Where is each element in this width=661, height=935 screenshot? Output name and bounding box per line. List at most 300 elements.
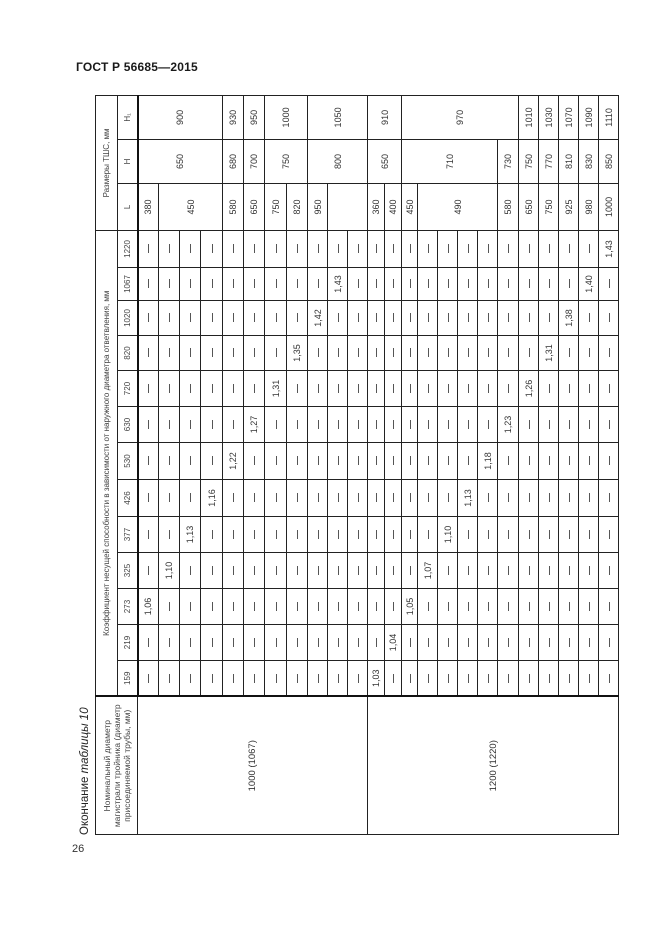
dim-H: 750 bbox=[519, 139, 539, 183]
branch-diameter-header: 1220 bbox=[118, 230, 138, 267]
dash-mark bbox=[468, 420, 469, 429]
coefficient-cell-empty bbox=[559, 553, 579, 589]
dimension-header: H₁ bbox=[118, 95, 138, 139]
dash-mark bbox=[549, 638, 550, 647]
dash-mark bbox=[148, 674, 149, 683]
coefficient-cell-empty bbox=[478, 336, 498, 371]
coefficient-cell-empty bbox=[368, 371, 385, 407]
dash-mark bbox=[410, 314, 411, 323]
coefficient-cell-empty bbox=[402, 517, 418, 553]
dash-mark bbox=[609, 280, 610, 289]
dash-mark bbox=[448, 457, 449, 466]
coefficient-cell-empty bbox=[599, 517, 619, 553]
coefficient-table bbox=[95, 95, 619, 835]
dim-H: 810 bbox=[559, 139, 579, 183]
document-header: ГОСТ Р 56685—2015 bbox=[76, 60, 198, 74]
dim-H: 850 bbox=[599, 139, 619, 183]
coefficient-cell-empty bbox=[368, 443, 385, 480]
dash-mark bbox=[190, 638, 191, 647]
coefficient-cell-empty bbox=[478, 480, 498, 517]
coefficient-cell-empty bbox=[138, 336, 159, 371]
coefficient-cell-empty bbox=[159, 480, 180, 517]
dash-mark bbox=[393, 280, 394, 289]
coefficient-cell-empty bbox=[519, 230, 539, 267]
coefficient-cell-empty bbox=[348, 661, 368, 697]
coefficient-cell-empty bbox=[438, 301, 458, 336]
coefficient-cell-empty bbox=[308, 589, 328, 625]
coefficient-cell-empty bbox=[159, 661, 180, 697]
coefficient-cell-empty bbox=[348, 230, 368, 267]
coefficient-cell-empty bbox=[498, 301, 519, 336]
dash-mark bbox=[376, 349, 377, 358]
dash-mark bbox=[376, 566, 377, 575]
dash-mark bbox=[529, 494, 530, 503]
coefficient-cell-empty bbox=[599, 625, 619, 661]
dash-mark bbox=[297, 280, 298, 289]
dash-mark bbox=[276, 638, 277, 647]
dim-H1: 970 bbox=[402, 95, 519, 139]
dash-mark bbox=[609, 638, 610, 647]
dash-mark bbox=[589, 420, 590, 429]
coefficient-cell-empty bbox=[385, 480, 402, 517]
coefficient-cell-empty bbox=[368, 230, 385, 267]
dash-mark bbox=[276, 566, 277, 575]
dash-mark bbox=[358, 674, 359, 683]
dash-mark bbox=[233, 674, 234, 683]
dash-mark bbox=[148, 349, 149, 358]
dash-mark bbox=[410, 384, 411, 393]
dash-mark bbox=[338, 457, 339, 466]
coefficient-cell-empty bbox=[265, 480, 287, 517]
coefficient-cell-empty bbox=[539, 661, 559, 697]
dash-mark bbox=[589, 674, 590, 683]
coefficient-cell-empty bbox=[328, 443, 348, 480]
coefficient-cell-empty bbox=[265, 301, 287, 336]
dash-mark bbox=[233, 602, 234, 611]
dash-mark bbox=[428, 638, 429, 647]
coefficient-cell-empty bbox=[438, 553, 458, 589]
coefficient-cell-empty bbox=[559, 230, 579, 267]
coefficient-cell-empty bbox=[402, 371, 418, 407]
dash-mark bbox=[148, 638, 149, 647]
dash-mark bbox=[254, 566, 255, 575]
dash-mark bbox=[393, 384, 394, 393]
coefficient-cell-empty bbox=[519, 661, 539, 697]
coefficient-cell-empty bbox=[519, 517, 539, 553]
coefficient-cell-empty bbox=[498, 230, 519, 267]
coefficient-cell-empty bbox=[223, 625, 244, 661]
coefficient-cell-empty bbox=[402, 625, 418, 661]
coefficient-cell-empty bbox=[287, 301, 308, 336]
coefficient-cell-empty bbox=[539, 407, 559, 443]
dash-mark bbox=[318, 457, 319, 466]
coefficient-cell-empty bbox=[438, 371, 458, 407]
dim-L: 380 bbox=[138, 183, 159, 230]
dash-mark bbox=[448, 674, 449, 683]
dash-mark bbox=[529, 244, 530, 253]
dash-mark bbox=[549, 457, 550, 466]
dash-mark bbox=[376, 602, 377, 611]
branch-diameter-header: 820 bbox=[118, 336, 138, 371]
dash-mark bbox=[448, 494, 449, 503]
coefficient-cell-empty bbox=[368, 553, 385, 589]
caption-prefix: Окончание bbox=[79, 776, 91, 835]
dim-H: 750 bbox=[265, 139, 308, 183]
dim-L: 450 bbox=[402, 183, 418, 230]
dash-mark bbox=[338, 566, 339, 575]
dash-mark bbox=[529, 566, 530, 575]
dash-mark bbox=[318, 349, 319, 358]
dash-mark bbox=[338, 314, 339, 323]
dash-mark bbox=[508, 530, 509, 539]
coefficient-cell-empty bbox=[458, 230, 478, 267]
coefficient-cell-empty bbox=[180, 407, 201, 443]
coefficient-cell-empty bbox=[539, 480, 559, 517]
dash-mark bbox=[609, 530, 610, 539]
dim-H1: 930 bbox=[223, 95, 244, 139]
dash-mark bbox=[410, 494, 411, 503]
coefficient-cell-empty bbox=[287, 407, 308, 443]
coefficient-cell-empty bbox=[138, 625, 159, 661]
dash-mark bbox=[448, 566, 449, 575]
dash-mark bbox=[448, 244, 449, 253]
dash-mark bbox=[254, 674, 255, 683]
coefficient-cell-empty bbox=[498, 517, 519, 553]
dash-mark bbox=[468, 384, 469, 393]
dash-mark bbox=[428, 530, 429, 539]
dimensions-group-header: Размеры ТШС, мм bbox=[96, 95, 118, 230]
coefficient-cell-empty bbox=[287, 625, 308, 661]
dash-mark bbox=[529, 530, 530, 539]
coefficient-cell-empty bbox=[539, 443, 559, 480]
dash-mark bbox=[358, 280, 359, 289]
dash-mark bbox=[468, 280, 469, 289]
dash-mark bbox=[297, 384, 298, 393]
dash-mark bbox=[276, 530, 277, 539]
coefficient-cell-empty bbox=[159, 371, 180, 407]
coefficient-cell-empty bbox=[478, 301, 498, 336]
coefficient-cell-empty bbox=[438, 443, 458, 480]
coefficient-cell-empty bbox=[458, 407, 478, 443]
coefficient-value: 1,13 bbox=[180, 517, 201, 553]
dash-mark bbox=[233, 420, 234, 429]
coefficient-cell-empty bbox=[244, 480, 265, 517]
dash-mark bbox=[254, 280, 255, 289]
dash-mark bbox=[393, 530, 394, 539]
dash-mark bbox=[276, 420, 277, 429]
coefficient-cell-empty bbox=[180, 230, 201, 267]
coefficient-cell-empty bbox=[385, 661, 402, 697]
coefficient-cell-empty bbox=[579, 589, 599, 625]
coefficient-cell-empty bbox=[498, 553, 519, 589]
dash-mark bbox=[338, 638, 339, 647]
coefficient-cell-empty bbox=[498, 443, 519, 480]
coefficient-cell-empty bbox=[223, 553, 244, 589]
coefficient-cell-empty bbox=[498, 371, 519, 407]
coefficient-cell-empty bbox=[308, 480, 328, 517]
coefficient-cell-empty bbox=[180, 443, 201, 480]
coefficient-cell-empty bbox=[201, 301, 223, 336]
coefficient-cell-empty bbox=[223, 407, 244, 443]
coefficient-cell-empty bbox=[559, 371, 579, 407]
dash-mark bbox=[428, 457, 429, 466]
coefficient-cell-empty bbox=[201, 661, 223, 697]
dash-mark bbox=[338, 384, 339, 393]
coefficient-value: 1,35 bbox=[287, 336, 308, 371]
coefficient-cell-empty bbox=[287, 517, 308, 553]
table-row bbox=[368, 95, 385, 834]
dim-H: 700 bbox=[244, 139, 265, 183]
dash-mark bbox=[609, 420, 610, 429]
branch-diameter-header: 377 bbox=[118, 517, 138, 553]
coefficient-value: 1,10 bbox=[438, 517, 458, 553]
dash-mark bbox=[609, 674, 610, 683]
coefficient-cell-empty bbox=[458, 625, 478, 661]
dash-mark bbox=[254, 457, 255, 466]
dash-mark bbox=[393, 674, 394, 683]
coefficient-cell-empty bbox=[287, 480, 308, 517]
coefficient-cell-empty bbox=[348, 371, 368, 407]
coefficient-cell-empty bbox=[559, 443, 579, 480]
dim-H1: 950 bbox=[244, 95, 265, 139]
coefficient-cell-empty bbox=[599, 480, 619, 517]
coefficient-cell-empty bbox=[328, 625, 348, 661]
coefficient-cell-empty bbox=[368, 480, 385, 517]
coefficient-cell-empty bbox=[539, 230, 559, 267]
coefficient-cell-empty bbox=[579, 553, 599, 589]
coefficient-cell-empty bbox=[368, 517, 385, 553]
coefficient-cell-empty bbox=[559, 268, 579, 301]
coefficient-cell-empty bbox=[599, 336, 619, 371]
coefficient-cell-empty bbox=[159, 268, 180, 301]
dash-mark bbox=[318, 420, 319, 429]
coefficient-cell-empty bbox=[287, 371, 308, 407]
dash-mark bbox=[529, 674, 530, 683]
coefficient-cell-empty bbox=[138, 268, 159, 301]
coefficient-cell-empty bbox=[348, 443, 368, 480]
coefficient-cell-empty bbox=[159, 230, 180, 267]
coefficient-cell-empty bbox=[223, 480, 244, 517]
dim-L: 490 bbox=[418, 183, 498, 230]
dash-mark bbox=[508, 349, 509, 358]
dash-mark bbox=[212, 314, 213, 323]
coefficient-cell-empty bbox=[201, 371, 223, 407]
dash-mark bbox=[212, 530, 213, 539]
dash-mark bbox=[297, 244, 298, 253]
dash-mark bbox=[410, 530, 411, 539]
dash-mark bbox=[338, 494, 339, 503]
dash-mark bbox=[376, 314, 377, 323]
dash-mark bbox=[190, 494, 191, 503]
dash-mark bbox=[468, 349, 469, 358]
coefficient-cell-empty bbox=[265, 517, 287, 553]
dash-mark bbox=[169, 314, 170, 323]
coefficient-cell-empty bbox=[385, 589, 402, 625]
dash-mark bbox=[393, 494, 394, 503]
coefficient-cell-empty bbox=[308, 230, 328, 267]
coefficient-cell-empty bbox=[418, 407, 438, 443]
coefficient-cell-empty bbox=[458, 553, 478, 589]
coefficient-cell-empty bbox=[438, 336, 458, 371]
coefficient-cell-empty bbox=[159, 517, 180, 553]
dash-mark bbox=[233, 566, 234, 575]
coefficient-cell-empty bbox=[265, 443, 287, 480]
dash-mark bbox=[212, 674, 213, 683]
coefficient-cell-empty bbox=[244, 268, 265, 301]
dash-mark bbox=[190, 280, 191, 289]
coefficient-cell-empty bbox=[265, 268, 287, 301]
coefficient-cell-empty bbox=[368, 407, 385, 443]
dash-mark bbox=[448, 349, 449, 358]
dash-mark bbox=[609, 384, 610, 393]
dash-mark bbox=[468, 457, 469, 466]
coefficient-cell-empty bbox=[498, 589, 519, 625]
coefficient-value: 1,06 bbox=[138, 589, 159, 625]
dash-mark bbox=[468, 530, 469, 539]
dash-mark bbox=[338, 420, 339, 429]
coefficient-cell-empty bbox=[348, 407, 368, 443]
coefficient-cell-empty bbox=[201, 589, 223, 625]
coefficient-cell-empty bbox=[418, 230, 438, 267]
coefficient-cell-empty bbox=[458, 517, 478, 553]
coefficient-cell-empty bbox=[438, 230, 458, 267]
dash-mark bbox=[488, 280, 489, 289]
coefficient-cell-empty bbox=[328, 589, 348, 625]
dim-H: 710 bbox=[402, 139, 498, 183]
dash-mark bbox=[569, 280, 570, 289]
coefficient-cell-empty bbox=[201, 443, 223, 480]
coefficient-cell-empty bbox=[385, 407, 402, 443]
dash-mark bbox=[508, 638, 509, 647]
coefficient-value: 1,22 bbox=[223, 443, 244, 480]
dash-mark bbox=[233, 384, 234, 393]
coefficient-cell-empty bbox=[159, 589, 180, 625]
coefficient-cell-empty bbox=[244, 625, 265, 661]
dash-mark bbox=[508, 457, 509, 466]
dash-mark bbox=[428, 602, 429, 611]
coefficient-cell-empty bbox=[265, 407, 287, 443]
dash-mark bbox=[609, 494, 610, 503]
dash-mark bbox=[297, 638, 298, 647]
dash-mark bbox=[549, 280, 550, 289]
dash-mark bbox=[358, 244, 359, 253]
coefficient-value: 1,38 bbox=[559, 301, 579, 336]
coefficient-cell-empty bbox=[159, 443, 180, 480]
coefficient-cell-empty bbox=[579, 336, 599, 371]
dash-mark bbox=[190, 349, 191, 358]
coefficient-cell-empty bbox=[599, 268, 619, 301]
dash-mark bbox=[428, 349, 429, 358]
coefficient-cell-empty bbox=[180, 661, 201, 697]
coefficient-cell-empty bbox=[418, 589, 438, 625]
dash-mark bbox=[569, 420, 570, 429]
dim-H: 650 bbox=[368, 139, 402, 183]
coefficient-cell-empty bbox=[201, 517, 223, 553]
dash-mark bbox=[169, 674, 170, 683]
dash-mark bbox=[569, 494, 570, 503]
dash-mark bbox=[569, 530, 570, 539]
coefficient-value: 1,18 bbox=[478, 443, 498, 480]
coefficient-cell-empty bbox=[559, 661, 579, 697]
dash-mark bbox=[448, 420, 449, 429]
dash-mark bbox=[508, 384, 509, 393]
coefficient-cell-empty bbox=[402, 230, 418, 267]
coefficient-cell-empty bbox=[223, 301, 244, 336]
dash-mark bbox=[376, 530, 377, 539]
dash-mark bbox=[212, 566, 213, 575]
coefficient-cell-empty bbox=[265, 230, 287, 267]
coefficient-cell-empty bbox=[265, 589, 287, 625]
coefficient-cell-empty bbox=[308, 625, 328, 661]
branch-diameter-header: 219 bbox=[118, 625, 138, 661]
coefficient-cell-empty bbox=[458, 661, 478, 697]
coefficient-cell-empty bbox=[328, 371, 348, 407]
dash-mark bbox=[488, 638, 489, 647]
coefficient-cell-empty bbox=[402, 301, 418, 336]
dim-L: 360 bbox=[368, 183, 385, 230]
coefficient-cell-empty bbox=[539, 301, 559, 336]
dim-L: 750 bbox=[265, 183, 287, 230]
dash-mark bbox=[448, 602, 449, 611]
coefficient-cell-empty bbox=[138, 661, 159, 697]
dash-mark bbox=[549, 314, 550, 323]
coefficient-cell-empty bbox=[287, 443, 308, 480]
coefficient-cell-empty bbox=[328, 336, 348, 371]
dash-mark bbox=[393, 244, 394, 253]
dash-mark bbox=[410, 244, 411, 253]
coefficient-cell-empty bbox=[458, 301, 478, 336]
dim-L: 925 bbox=[559, 183, 579, 230]
coefficient-cell-empty bbox=[308, 553, 328, 589]
dash-mark bbox=[190, 602, 191, 611]
dash-mark bbox=[169, 638, 170, 647]
dash-mark bbox=[376, 638, 377, 647]
coefficient-cell-empty bbox=[402, 268, 418, 301]
dash-mark bbox=[169, 280, 170, 289]
coefficient-cell-empty bbox=[478, 553, 498, 589]
coefficient-cell-empty bbox=[159, 625, 180, 661]
dash-mark bbox=[338, 530, 339, 539]
coefficient-cell-empty bbox=[385, 371, 402, 407]
dash-mark bbox=[428, 280, 429, 289]
coefficient-cell-empty bbox=[599, 661, 619, 697]
dash-mark bbox=[488, 349, 489, 358]
dash-mark bbox=[358, 457, 359, 466]
coefficient-cell-empty bbox=[180, 301, 201, 336]
coefficient-value: 1,43 bbox=[328, 268, 348, 301]
dash-mark bbox=[318, 638, 319, 647]
coefficient-value: 1,05 bbox=[402, 589, 418, 625]
coefficient-value: 1,40 bbox=[579, 268, 599, 301]
dash-mark bbox=[410, 674, 411, 683]
dash-mark bbox=[148, 314, 149, 323]
dash-mark bbox=[609, 566, 610, 575]
dash-mark bbox=[428, 314, 429, 323]
dash-mark bbox=[297, 314, 298, 323]
dim-L: 820 bbox=[287, 183, 308, 230]
coefficient-cell-empty bbox=[519, 480, 539, 517]
dash-mark bbox=[529, 602, 530, 611]
dash-mark bbox=[589, 566, 590, 575]
coefficient-cell-empty bbox=[478, 268, 498, 301]
dash-mark bbox=[549, 530, 550, 539]
dash-mark bbox=[448, 314, 449, 323]
coefficient-cell-empty bbox=[559, 480, 579, 517]
coefficient-cell-empty bbox=[519, 625, 539, 661]
coefficient-cell-empty bbox=[265, 661, 287, 697]
dash-mark bbox=[254, 602, 255, 611]
dash-mark bbox=[358, 349, 359, 358]
